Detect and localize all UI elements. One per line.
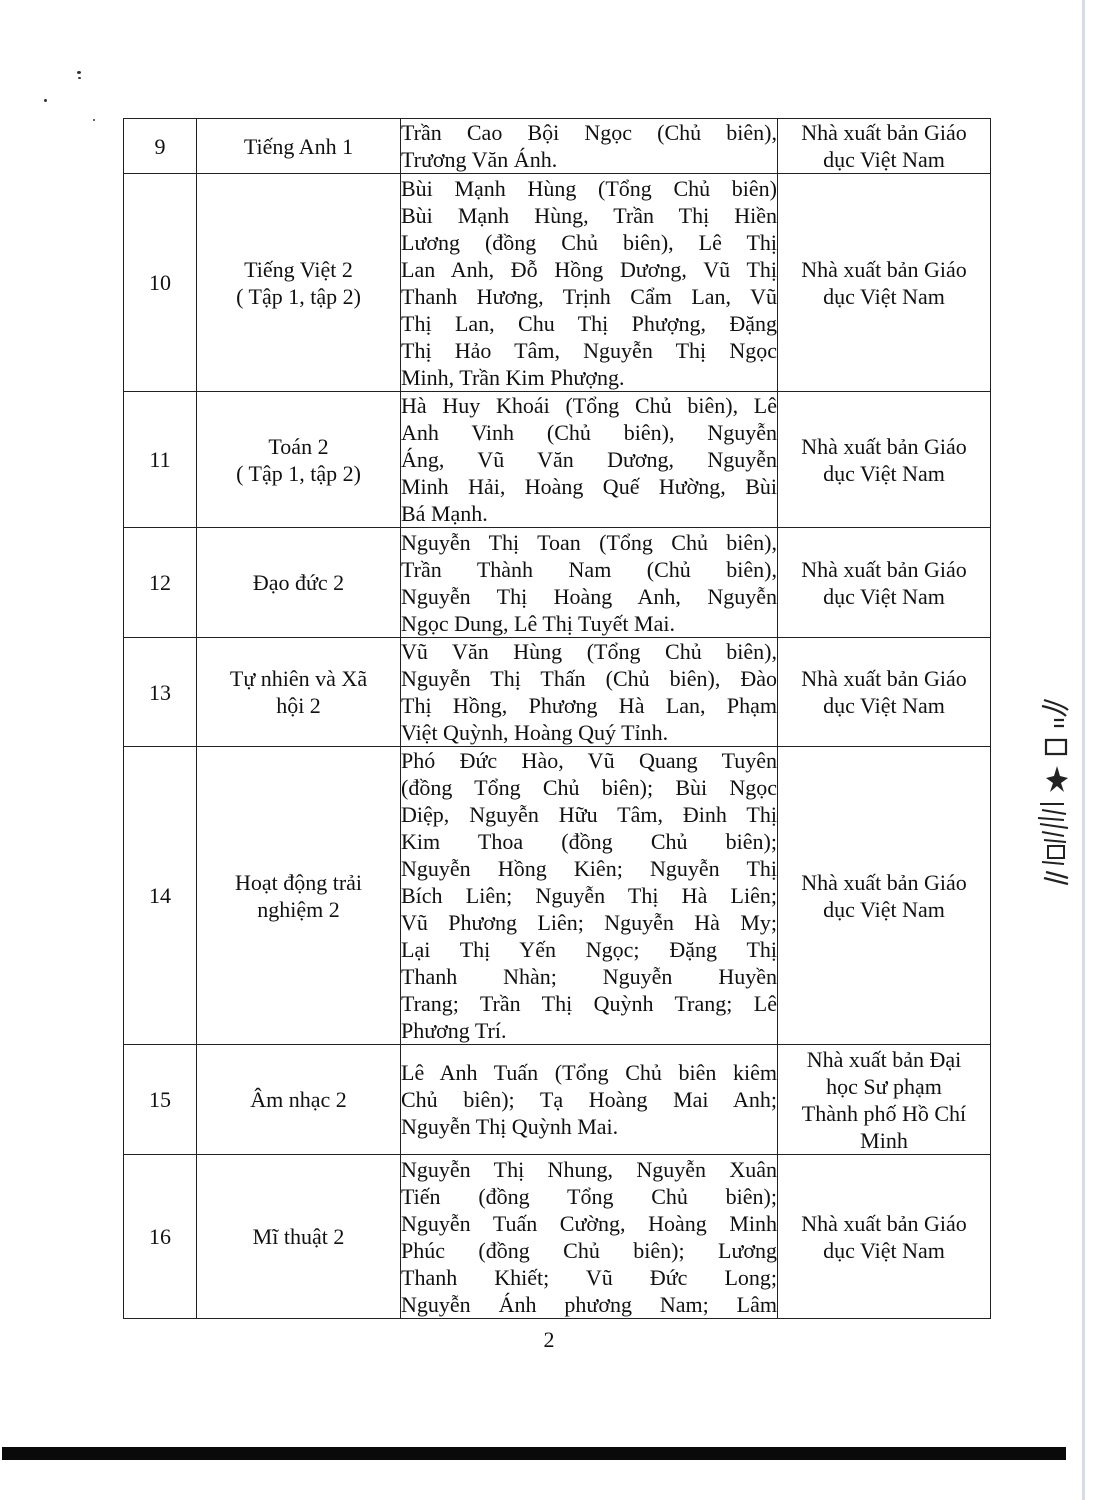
authors-cell <box>401 638 778 747</box>
publisher-cell <box>778 392 991 528</box>
book-title <box>197 747 401 1045</box>
book-title-line: ( Tập 1, tập 2) <box>236 460 361 486</box>
publisher-line: Nhà xuất bản Đại <box>806 1046 962 1072</box>
publisher-cell <box>778 119 991 174</box>
book-title <box>197 1045 401 1155</box>
row-number: 13 <box>124 638 197 747</box>
publisher-line: dục Việt Nam <box>823 583 945 609</box>
authors-cell <box>401 1045 778 1155</box>
publisher-cell <box>778 1045 991 1155</box>
book-title-line: Đạo đức 2 <box>252 570 345 595</box>
author-line: Anh Vinh (Chủ biên), Nguyễn <box>401 420 777 445</box>
author-line: Nguyễn Hồng Kiên; Nguyễn Thị <box>401 856 777 881</box>
publisher-line: Nhà xuất bản Giáo <box>801 869 967 895</box>
table-row <box>124 638 991 747</box>
publisher-cell <box>778 528 991 638</box>
page-number: 2 <box>543 1327 555 1352</box>
textbook-table <box>123 118 991 1319</box>
table-row <box>124 392 991 528</box>
book-title-line: Tiếng Anh 1 <box>243 133 354 159</box>
author-line: Lê Anh Tuấn (Tổng Chủ biên kiêm <box>401 1060 777 1085</box>
book-title <box>197 119 401 174</box>
author-line: Lương (đồng Chủ biên), Lê Thị <box>401 229 777 255</box>
author-line: Việt Quỳnh, Hoàng Quý Tỉnh. <box>401 720 669 745</box>
author-line: Chủ biên); Tạ Hoàng Mai Anh; <box>401 1087 777 1112</box>
scan-speck <box>77 71 81 74</box>
author-line: Vũ Phương Liên; Nguyễn Hà My; <box>401 910 777 935</box>
author-line: Diệp, Nguyễn Hữu Tâm, Đinh Thị <box>401 802 777 827</box>
author-line: Thanh Khiết; Vũ Đức Long; <box>401 1264 777 1290</box>
scan-edge-line <box>1082 0 1085 1500</box>
publisher-line: Nhà xuất bản Giáo <box>801 556 967 582</box>
table-row <box>124 1045 991 1155</box>
publisher-line: học Sư phạm <box>826 1073 942 1099</box>
book-title-line: Toán 2 <box>268 433 329 459</box>
author-line: Minh, Trần Kim Phượng. <box>401 364 625 390</box>
publisher-cell <box>778 638 991 747</box>
publisher-line: Thành phố Hồ Chí <box>801 1100 967 1126</box>
author-line: Minh Hải, Hoàng Quế Hường, Bùi <box>401 474 777 499</box>
row-number: 15 <box>124 1045 197 1155</box>
book-title <box>197 638 401 747</box>
official-seal-fragment <box>1024 696 1070 886</box>
publisher-line: dục Việt Nam <box>823 283 945 309</box>
author-line: Bá Mạnh. <box>401 501 488 526</box>
author-line: Bùi Mạnh Hùng, Trần Thị Hiền <box>401 202 777 228</box>
publisher-line: Nhà xuất bản Giáo <box>801 1210 967 1236</box>
publisher-line: dục Việt Nam <box>823 896 945 922</box>
author-line: Áng, Vũ Văn Dương, Nguyễn <box>401 447 777 472</box>
author-line: Nguyễn Thị Nhung, Nguyễn Xuân <box>401 1156 777 1182</box>
author-line: Ngọc Dung, Lê Thị Tuyết Mai. <box>401 610 675 636</box>
author-line: Thị Lan, Chu Thị Phượng, Đặng <box>401 310 777 336</box>
author-line: Nguyễn Thị Hoàng Anh, Nguyễn <box>401 583 777 609</box>
book-title-line: Tiếng Việt 2 <box>244 256 353 282</box>
author-line: Vũ Văn Hùng (Tổng Chủ biên), <box>401 639 777 664</box>
publisher-line: Minh <box>860 1127 908 1153</box>
author-line: Lan Anh, Đỗ Hồng Dương, Vũ Thị <box>401 256 777 282</box>
table-row <box>124 747 991 1045</box>
author-line: Hà Huy Khoái (Tổng Chủ biên), Lê <box>401 393 777 418</box>
author-line: Phó Đức Hào, Vũ Quang Tuyên <box>401 748 777 773</box>
author-line: Nguyễn Tuấn Cường, Hoàng Minh <box>401 1210 777 1236</box>
row-number: 9 <box>124 119 197 174</box>
row-number: 10 <box>124 174 197 392</box>
author-line: Lại Thị Yến Ngọc; Đặng Thị <box>401 937 777 962</box>
author-line: Nguyễn Ánh phương Nam; Lâm <box>401 1291 777 1317</box>
author-line: Phương Trí. <box>401 1018 507 1043</box>
author-line: Trần Cao Bội Ngọc (Chủ biên), <box>401 120 777 145</box>
author-line: Nguyễn Thị Toan (Tổng Chủ biên), <box>401 529 777 555</box>
author-line: Thanh Nhàn; Nguyễn Huyền <box>401 964 777 989</box>
publisher-cell <box>778 747 991 1045</box>
table-row <box>124 119 991 174</box>
author-line: Phúc (đồng Chủ biên); Lương <box>401 1237 777 1263</box>
row-number: 11 <box>124 392 197 528</box>
author-line: (đồng Tổng Chủ biên); Bùi Ngọc <box>401 775 777 800</box>
book-title-line: hội 2 <box>276 693 321 718</box>
publisher-line: Nhà xuất bản Giáo <box>801 666 967 691</box>
authors-cell <box>401 1155 778 1319</box>
author-line: Thanh Hương, Trịnh Cẩm Lan, Vũ <box>401 283 777 309</box>
authors-cell <box>401 174 778 392</box>
author-line: Nguyễn Thị Thấn (Chủ biên), Đào <box>401 666 777 691</box>
publisher-line: dục Việt Nam <box>823 460 945 486</box>
publisher-line: dục Việt Nam <box>823 1237 945 1263</box>
scan-speck <box>44 99 47 102</box>
author-line: Thị Hảo Tâm, Nguyễn Thị Ngọc <box>401 337 777 363</box>
author-line: Tiến (đồng Tổng Chủ biên); <box>401 1183 777 1209</box>
publisher-line: Nhà xuất bản Giáo <box>801 120 967 145</box>
book-title-line: Mĩ thuật 2 <box>252 1224 345 1249</box>
publisher-line: dục Việt Nam <box>823 693 945 718</box>
publisher-line: dục Việt Nam <box>823 147 945 172</box>
publisher-cell <box>778 174 991 392</box>
book-title <box>197 174 401 392</box>
bottom-rule <box>2 1447 1066 1460</box>
author-line: Trương Văn Ánh. <box>401 147 558 172</box>
book-title <box>197 392 401 528</box>
book-title-line: nghiệm 2 <box>257 896 340 922</box>
scan-speck <box>93 119 95 121</box>
author-line: Nguyễn Thị Quỳnh Mai. <box>401 1114 619 1139</box>
row-number: 16 <box>124 1155 197 1319</box>
authors-cell <box>401 747 778 1045</box>
author-line: Kim Thoa (đồng Chủ biên); <box>401 829 777 854</box>
author-line: Thị Hồng, Phương Hà Lan, Phạm <box>401 693 777 718</box>
row-number: 14 <box>124 747 197 1045</box>
author-line: Trần Thành Nam (Chủ biên), <box>401 556 777 582</box>
book-title-line: Hoạt động trải <box>234 869 363 895</box>
authors-cell <box>401 528 778 638</box>
book-title <box>197 528 401 638</box>
publisher-line: Nhà xuất bản Giáo <box>801 433 967 459</box>
book-title <box>197 1155 401 1319</box>
book-title-line: Tự nhiên và Xã <box>229 666 368 691</box>
book-title-line: ( Tập 1, tập 2) <box>236 283 361 309</box>
table-row <box>124 528 991 638</box>
scan-speck <box>78 77 81 79</box>
table-row <box>124 1155 991 1319</box>
row-number: 12 <box>124 528 197 638</box>
author-line: Trang; Trần Thị Quỳnh Trang; Lê <box>401 991 777 1016</box>
authors-cell <box>401 119 778 174</box>
authors-cell <box>401 392 778 528</box>
table-row <box>124 174 991 392</box>
author-line: Bùi Mạnh Hùng (Tổng Chủ biên) <box>401 175 777 201</box>
publisher-line: Nhà xuất bản Giáo <box>801 256 967 282</box>
book-title-line: Âm nhạc 2 <box>250 1087 347 1112</box>
publisher-cell <box>778 1155 991 1319</box>
author-line: Bích Liên; Nguyễn Thị Hà Liên; <box>401 883 777 908</box>
